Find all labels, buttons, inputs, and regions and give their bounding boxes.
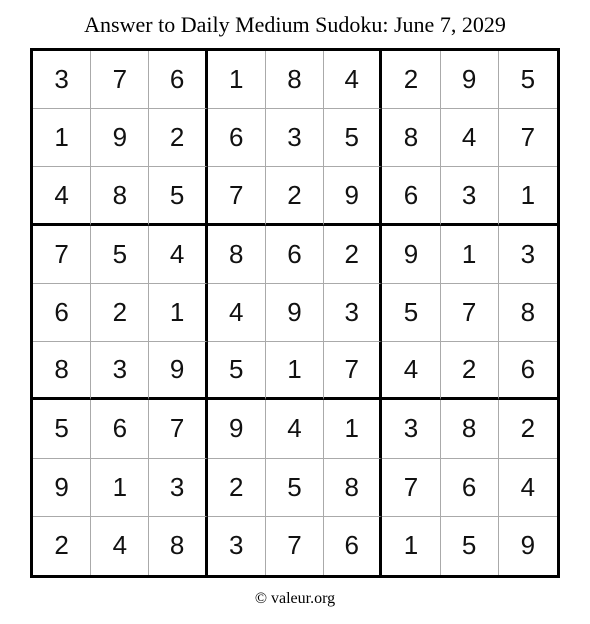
sudoku-cell-r9-c3: 8 bbox=[149, 517, 207, 575]
sudoku-cell-r3-c5: 2 bbox=[266, 167, 324, 225]
sudoku-cell-r5-c9: 8 bbox=[499, 284, 557, 342]
sudoku-cell-r6-c7: 4 bbox=[382, 342, 440, 400]
sudoku-cell-r5-c4: 4 bbox=[208, 284, 266, 342]
sudoku-cell-r5-c7: 5 bbox=[382, 284, 440, 342]
sudoku-cell-r2-c4: 6 bbox=[208, 109, 266, 167]
sudoku-cell-r1-c6: 4 bbox=[324, 51, 382, 109]
sudoku-cell-r1-c5: 8 bbox=[266, 51, 324, 109]
sudoku-cell-r1-c8: 9 bbox=[441, 51, 499, 109]
sudoku-cell-r7-c7: 3 bbox=[382, 400, 440, 458]
copyright-footer: © valeur.org bbox=[254, 590, 336, 607]
sudoku-cell-r8-c3: 3 bbox=[149, 459, 207, 517]
sudoku-cell-r9-c2: 4 bbox=[91, 517, 149, 575]
sudoku-cell-r2-c2: 9 bbox=[91, 109, 149, 167]
sudoku-cell-r3-c3: 5 bbox=[149, 167, 207, 225]
sudoku-cell-r5-c6: 3 bbox=[324, 284, 382, 342]
sudoku-cell-r8-c6: 8 bbox=[324, 459, 382, 517]
sudoku-cell-r8-c8: 6 bbox=[441, 459, 499, 517]
sudoku-cell-r1-c9: 5 bbox=[499, 51, 557, 109]
sudoku-cell-r4-c9: 3 bbox=[499, 226, 557, 284]
sudoku-cell-r6-c4: 5 bbox=[208, 342, 266, 400]
sudoku-cell-r2-c7: 8 bbox=[382, 109, 440, 167]
sudoku-cell-r6-c6: 7 bbox=[324, 342, 382, 400]
sudoku-cell-r9-c6: 6 bbox=[324, 517, 382, 575]
sudoku-cell-r5-c2: 2 bbox=[91, 284, 149, 342]
sudoku-cell-r6-c3: 9 bbox=[149, 342, 207, 400]
sudoku-cell-r5-c3: 1 bbox=[149, 284, 207, 342]
sudoku-cell-r8-c7: 7 bbox=[382, 459, 440, 517]
page-title: Answer to Daily Medium Sudoku: June 7, 2029 bbox=[84, 12, 506, 37]
sudoku-cell-r4-c3: 4 bbox=[149, 226, 207, 284]
sudoku-cell-r7-c1: 5 bbox=[33, 400, 91, 458]
sudoku-cell-r6-c2: 3 bbox=[91, 342, 149, 400]
sudoku-cell-r1-c2: 7 bbox=[91, 51, 149, 109]
sudoku-cell-r4-c2: 5 bbox=[91, 226, 149, 284]
sudoku-cell-r6-c1: 8 bbox=[33, 342, 91, 400]
sudoku-cell-r3-c8: 3 bbox=[441, 167, 499, 225]
sudoku-cell-r8-c5: 5 bbox=[266, 459, 324, 517]
sudoku-cell-r3-c7: 6 bbox=[382, 167, 440, 225]
sudoku-cell-r3-c4: 7 bbox=[208, 167, 266, 225]
sudoku-cell-r9-c4: 3 bbox=[208, 517, 266, 575]
sudoku-cell-r8-c1: 9 bbox=[33, 459, 91, 517]
sudoku-cell-r2-c3: 2 bbox=[149, 109, 207, 167]
sudoku-cell-r9-c9: 9 bbox=[520, 530, 536, 561]
sudoku-cell-r2-c5: 3 bbox=[266, 109, 324, 167]
sudoku-cell-r7-c8: 8 bbox=[441, 400, 499, 458]
sudoku-cell-r1-c4: 1 bbox=[208, 51, 266, 109]
sudoku-cell-r4-c1: 7 bbox=[33, 226, 91, 284]
sudoku-cell-r7-c4: 9 bbox=[208, 400, 266, 458]
sudoku-cell-r7-c6: 1 bbox=[324, 400, 382, 458]
sudoku-cell-r1-c3: 6 bbox=[149, 51, 207, 109]
sudoku-cell-r3-c6: 9 bbox=[324, 167, 382, 225]
sudoku-cell-r3-c1: 4 bbox=[33, 167, 91, 225]
sudoku-cell-r4-c5: 6 bbox=[266, 226, 324, 284]
sudoku-cell-r7-c5: 4 bbox=[266, 400, 324, 458]
sudoku-board bbox=[30, 48, 560, 578]
sudoku-cell-r9-c8: 5 bbox=[441, 517, 499, 575]
sudoku-cell-r6-c9: 6 bbox=[499, 342, 557, 400]
sudoku-cell-r9-c5: 7 bbox=[266, 517, 324, 575]
sudoku-cell-r2-c8: 4 bbox=[441, 109, 499, 167]
sudoku-cell-r5-c5: 9 bbox=[266, 284, 324, 342]
sudoku-cell-r1-c1: 3 bbox=[33, 51, 91, 109]
sudoku-cell-r7-c3: 7 bbox=[149, 400, 207, 458]
sudoku-cell-r4-c7: 9 bbox=[382, 226, 440, 284]
sudoku-cell-r4-c6: 2 bbox=[324, 226, 382, 284]
sudoku-cell-r2-c1: 1 bbox=[33, 109, 91, 167]
sudoku-cell-r6-c8: 2 bbox=[441, 342, 499, 400]
sudoku-cell-r2-c9: 7 bbox=[499, 109, 557, 167]
sudoku-cell-r2-c6: 5 bbox=[324, 109, 382, 167]
sudoku-cell-r4-c8: 1 bbox=[441, 226, 499, 284]
sudoku-cell-r3-c2: 8 bbox=[91, 167, 149, 225]
sudoku-cell-r5-c1: 6 bbox=[33, 284, 91, 342]
sudoku-cell-r5-c8: 7 bbox=[441, 284, 499, 342]
sudoku-cell-r8-c9: 4 bbox=[499, 459, 557, 517]
sudoku-cell-r9-c1: 2 bbox=[33, 517, 91, 575]
sudoku-cell-r8-c4: 2 bbox=[208, 459, 266, 517]
sudoku-cell-r9-c7: 1 bbox=[382, 517, 440, 575]
sudoku-cell-r8-c2: 1 bbox=[91, 459, 149, 517]
sudoku-cell-r7-c9: 2 bbox=[499, 400, 557, 458]
sudoku-cell-r6-c5: 1 bbox=[266, 342, 324, 400]
sudoku-cell-r1-c7: 2 bbox=[382, 51, 440, 109]
sudoku-cell-r7-c2: 6 bbox=[91, 400, 149, 458]
sudoku-cell-r3-c9: 1 bbox=[499, 167, 557, 225]
sudoku-cell-r4-c4: 8 bbox=[208, 226, 266, 284]
